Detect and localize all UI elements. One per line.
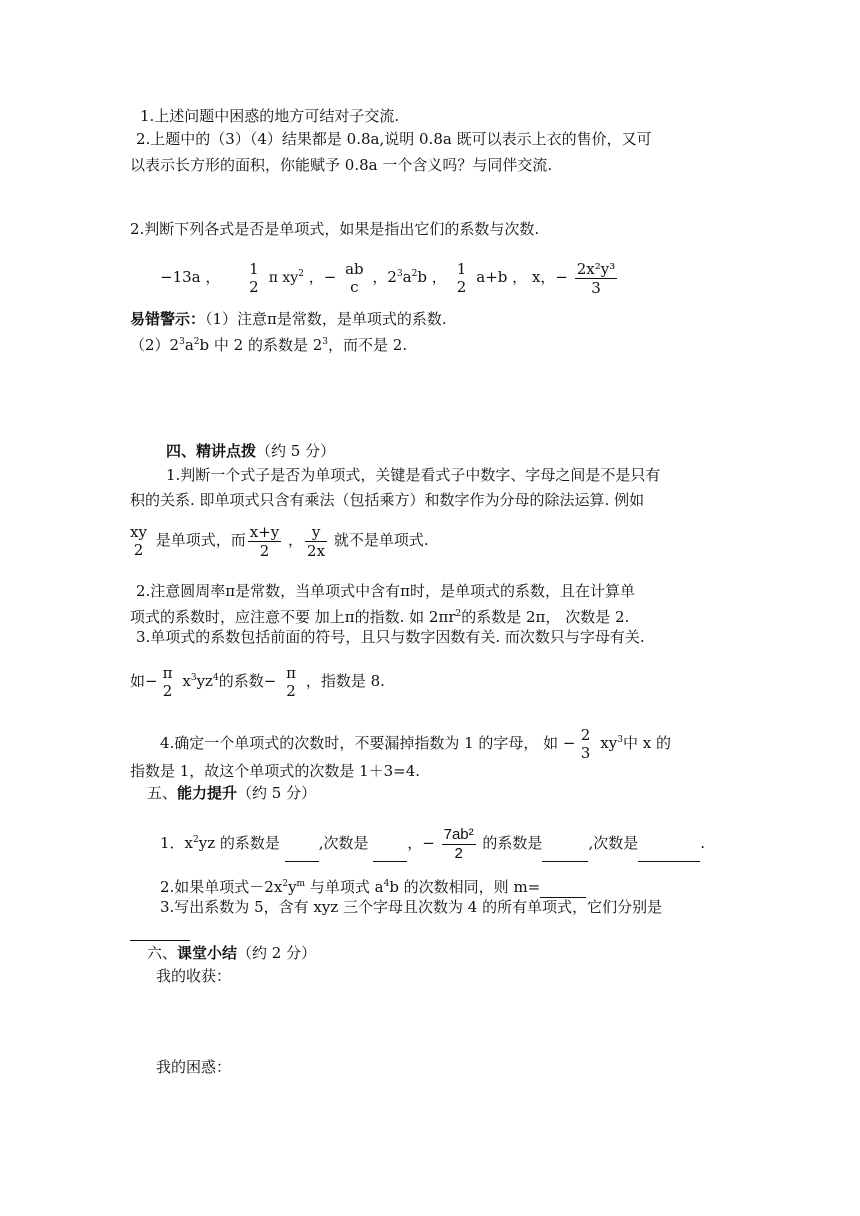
my-doubts-label: 我的困惑： [156,1058,232,1076]
fraction-2x2y3-over-3: $\frac{\text{2x²y³}}{3}$ [576,259,616,297]
exchange-line-1: 1.上述问题中困惑的地方可结对子交流. [140,107,400,125]
exchange-line-3: 以表示长方形的面积，你能赋予 0.8a 一个含义吗？与同伴交流. [130,156,553,174]
section-6-title: 六、课堂小结（约 2 分） [147,944,317,962]
section-4-point-2b: 项式的系数时，应注意不要 加上π的指数. 如 $2\pi r^2$的系数是 2π， 次数是 2. [130,608,630,626]
answer-blank[interactable] [373,825,407,862]
expression-list: −13a ， 1 2 π $xy^2$ ，− ab c ，$2^3a^2b$ ， 1 2 a+b ， x，− $\frac{\text{2x²y³}}{3}$ [160,259,616,297]
section-4-point-4b: 指数是 1，故这个单项式的次数是 1＋3=4. [130,762,421,780]
answer-blank[interactable] [542,825,588,862]
exchange-line-2: 2.上题中的（3）（4）结果都是 0.8a,说明 0.8a 既可以表示上衣的售价，又可 [136,130,652,148]
ability-question-3-blank [130,920,190,941]
judge-question-title: 2.判断下列各式是否是单项式，如果是指出它们的系数与次数. [130,220,540,238]
section-4-point-1a: 1.判断一个式子是否为单项式，关键是看式子中数字、字母之间是不是只有 [166,466,661,484]
ability-question-1: 1．$x^2yz$ 的系数是 ,次数是 ，− $\frac{\text{7ab²}}{2}$ 的系数是 ,次数是 . [160,825,705,862]
section-4-title: 四、精讲点拨（约 5 分） [166,442,336,460]
mistake-warning-2: $(2)2^3a^2b$ 中 2 的系数是 $2^3$，而不是 2. [130,336,408,354]
answer-blank[interactable] [285,825,319,862]
my-gains-label: 我的收获： [156,967,232,985]
ability-question-2: 2.如果单项式$-2x^2y^m$ 与单项式 $a^4b$ 的次数相同，则 m= [160,874,586,898]
fraction-one-half: 1 2 [249,260,259,296]
section-4-point-2a: 2.注意圆周率π是常数，当单项式中含有π时，是单项式的系数，且在计算单 [136,582,636,600]
section-4-point-3-example: 如− π 2 $x^3yz^4$的系数− π 2 ，指数是 8. [130,664,385,700]
fraction-one-half-b: 1 2 [456,260,467,296]
section-5-title: 五、能力提升（约 5 分） [147,784,317,802]
answer-blank[interactable] [638,825,700,862]
mistake-warning-1: 易错警示：（1）注意π是常数，是单项式的系数. [130,310,447,328]
fraction-ab-over-c: ab c [345,260,364,296]
answer-blank[interactable] [540,877,586,898]
section-4-point-3: 3.单项式的系数包括前面的符号，且只与数字因数有关. 而次数只与字母有关. [136,628,645,646]
answer-blank[interactable] [130,920,190,941]
ability-question-3: 3.写出系数为 5，含有 xyz 三个字母且次数为 4 的所有单项式，它们分别是 [160,898,663,916]
section-4-point-1b: 积的关系. 即单项式只含有乘法（包括乘方）和数字作为分母的除法运算. 例如 [130,491,645,509]
section-4-point-4a: 4.确定一个单项式的次数时，不要漏掉指数为 1 的字母， 如 − 2 3 $xy^3$中 x 的 [160,726,671,762]
section-4-example: xy 2 是单项式，而 $\frac{x+y}{2}$ ， $\frac{y}{2x}$ 就不是单项式. [130,522,429,560]
